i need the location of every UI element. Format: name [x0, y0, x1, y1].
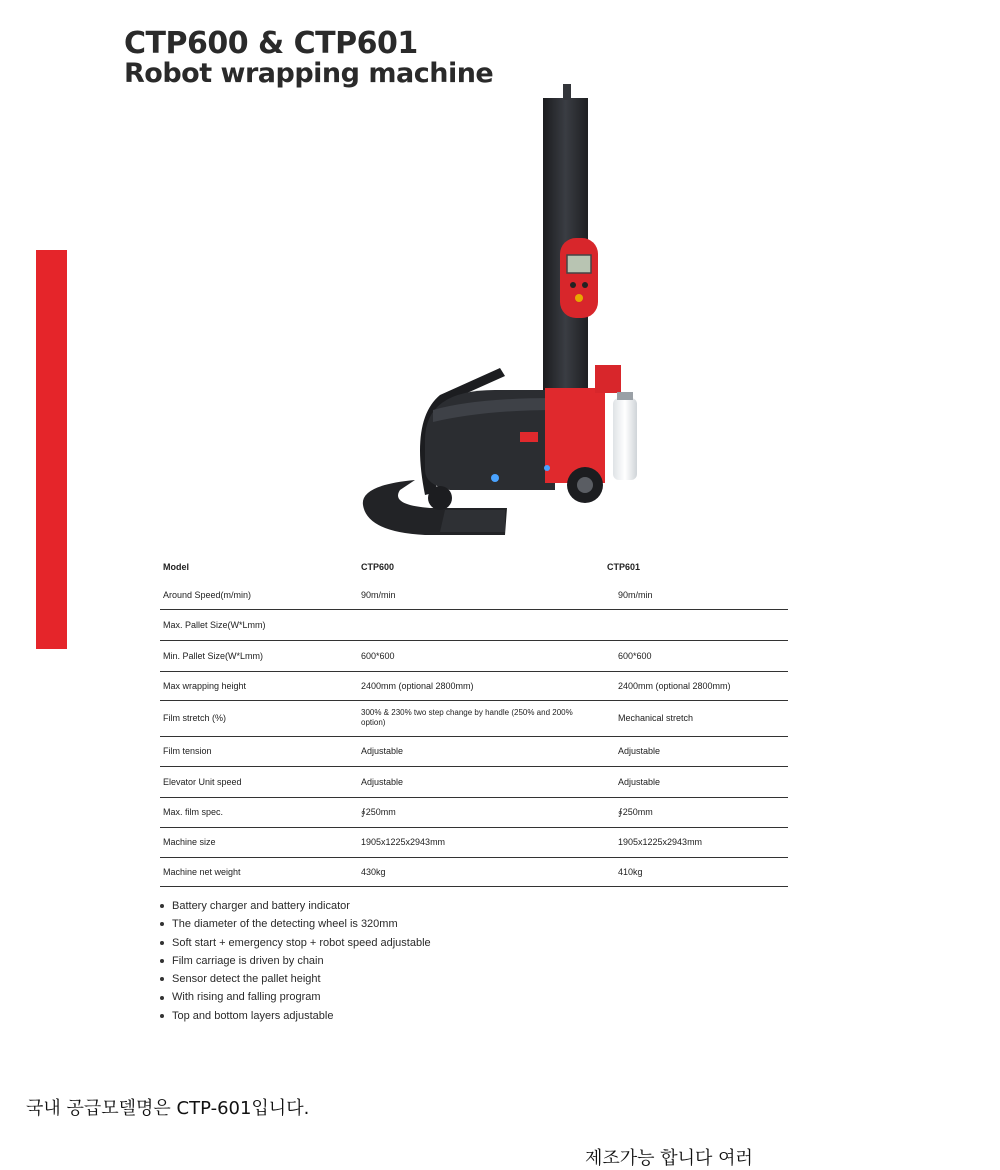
row-ctp601-value: [591, 609, 788, 640]
row-ctp600-value: 300% & 230% two step change by handle (250% and 200% option): [358, 700, 591, 736]
row-label: Machine size: [160, 827, 358, 857]
table-row: [160, 797, 788, 827]
bullet-icon: [160, 941, 164, 945]
header-model-label: Model: [163, 562, 189, 572]
row-ctp600-value: 430kg: [358, 857, 591, 886]
table-row: [160, 581, 788, 609]
bullet-icon: [160, 904, 164, 908]
list-item: [160, 988, 431, 1006]
korean-supply-note: 국내 공급모델명은 CTP-601입니다.: [26, 1098, 310, 1119]
table-header-row: [160, 553, 788, 581]
row-ctp600-value: ∮250mm: [358, 797, 591, 827]
row-label: Elevator Unit speed: [160, 766, 358, 797]
row-ctp601-value: Adjustable: [591, 766, 788, 797]
table-row: [160, 857, 788, 886]
red-accent-bar: [36, 250, 67, 649]
feature-list: [160, 897, 431, 1025]
bullet-icon: [160, 996, 164, 1000]
row-ctp600-value: Adjustable: [358, 736, 591, 766]
bullet-icon: [160, 922, 164, 926]
row-ctp601-value: Mechanical stretch: [591, 700, 788, 736]
row-ctp600-value: 600*600: [358, 640, 591, 671]
row-label: Max. Pallet Size(W*Lmm): [160, 609, 358, 640]
list-item: [160, 934, 431, 952]
list-item: [160, 952, 431, 970]
row-ctp601-value: 90m/min: [591, 581, 788, 609]
row-ctp601-value: Adjustable: [591, 736, 788, 766]
feature-text: Top and bottom layers adjustable: [172, 1009, 334, 1022]
row-ctp600-value: 1905x1225x2943mm: [358, 827, 591, 857]
row-label: Machine net weight: [160, 857, 358, 886]
table-row: [160, 671, 788, 700]
row-label: Min. Pallet Size(W*Lmm): [160, 640, 358, 671]
feature-text: With rising and falling program: [172, 991, 321, 1004]
bullet-icon: [160, 959, 164, 963]
table-row: [160, 640, 788, 671]
row-ctp600-value: [358, 609, 591, 640]
row-ctp601-value: ∮250mm: [591, 797, 788, 827]
product-subtitle: Robot wrapping machine: [124, 58, 494, 89]
row-ctp600-value: Adjustable: [358, 766, 591, 797]
row-label: Max. film spec.: [160, 797, 358, 827]
table-row: [160, 736, 788, 766]
bullet-icon: [160, 977, 164, 981]
specification-table: [160, 553, 788, 887]
row-label: Film stretch (%): [160, 700, 358, 736]
row-label: Max wrapping height: [160, 671, 358, 700]
list-item: [160, 970, 431, 988]
robot-wrapping-machine-illustration: [355, 80, 655, 540]
table-row: [160, 766, 788, 797]
cut-off-text: 제조가능 합니다 여러: [585, 1148, 753, 1169]
feature-text: Sensor detect the pallet height: [172, 973, 321, 986]
bullet-icon: [160, 1014, 164, 1018]
feature-text: Soft start + emergency stop + robot speed adjustable: [172, 936, 431, 949]
list-item: [160, 1007, 431, 1025]
row-ctp601-value: 2400mm (optional 2800mm): [591, 671, 788, 700]
row-ctp601-value: 600*600: [591, 640, 788, 671]
list-item: [160, 915, 431, 933]
row-label: Around Speed(m/min): [160, 581, 358, 609]
table-row: [160, 609, 788, 640]
row-ctp601-value: 1905x1225x2943mm: [591, 827, 788, 857]
feature-text: Film carriage is driven by chain: [172, 954, 324, 967]
feature-text: The diameter of the detecting wheel is 320mm: [172, 918, 398, 931]
row-label: Film tension: [160, 736, 358, 766]
header-ctp600: CTP600: [361, 562, 395, 572]
row-ctp600-value: 2400mm (optional 2800mm): [358, 671, 591, 700]
header-ctp601: CTP601: [607, 562, 641, 572]
row-ctp601-value: 410kg: [591, 857, 788, 886]
table-row: [160, 827, 788, 857]
feature-text: Battery charger and battery indicator: [172, 900, 350, 912]
table-row: [160, 700, 788, 736]
product-title: CTP600 & CTP601: [124, 26, 418, 61]
list-item: [160, 897, 431, 915]
row-ctp600-value: 90m/min: [358, 581, 591, 609]
